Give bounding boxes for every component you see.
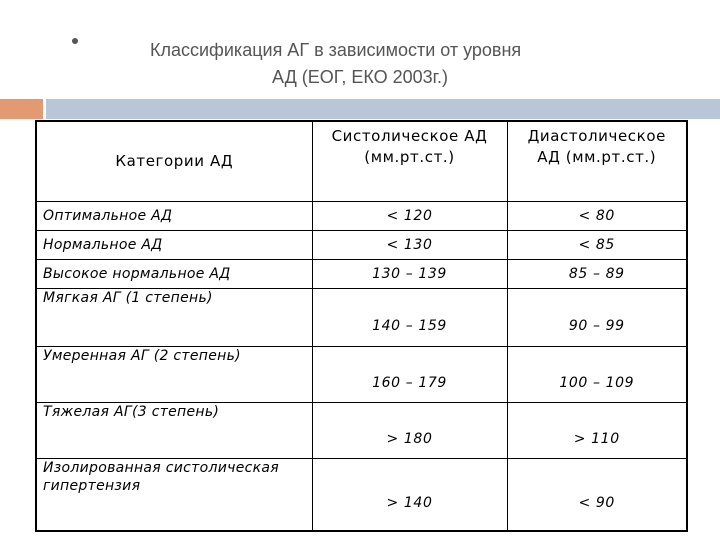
bullet-icon [72, 38, 78, 44]
row-diastolic: > 110 [507, 402, 687, 458]
header-systolic: Систолическое АД (мм.рт.ст.) [312, 121, 507, 201]
row-category: Изолированная систолическая гипертензия [36, 458, 312, 531]
slide-title-line-2: АД (ЕОГ, ЕКО 2003г.) [271, 67, 449, 87]
row-category: Тяжелая АГ(3 степень) [36, 402, 312, 458]
header-category: Категории АД [36, 121, 312, 201]
row-diastolic: 85 – 89 [507, 259, 687, 288]
row-diastolic: < 85 [507, 230, 687, 259]
row-category: Оптимальное АД [36, 201, 312, 230]
row-systolic: > 140 [312, 458, 507, 531]
row-category: Умеренная АГ (2 степень) [36, 346, 312, 402]
bp-classification-table [35, 120, 688, 532]
row-diastolic: 90 – 99 [507, 288, 687, 346]
table-row [36, 458, 687, 531]
table-row [36, 346, 687, 402]
row-category: Мягкая АГ (1 степень) [36, 288, 312, 346]
row-diastolic: < 80 [507, 201, 687, 230]
slide-title-line-1: Классификация АГ в зависимости от уровня [150, 40, 522, 60]
row-systolic: 130 – 139 [312, 259, 507, 288]
row-systolic: < 130 [312, 230, 507, 259]
row-diastolic: < 90 [507, 458, 687, 531]
row-category: Высокое нормальное АД [36, 259, 312, 288]
table-row [36, 259, 687, 288]
row-systolic: > 180 [312, 402, 507, 458]
header-diastolic: Диастолическое АД (мм.рт.ст.) [507, 121, 687, 201]
table-row [36, 230, 687, 259]
row-systolic: 160 – 179 [312, 346, 507, 402]
table-row [36, 288, 687, 346]
table-row [36, 402, 687, 458]
row-systolic: 140 – 159 [312, 288, 507, 346]
row-diastolic: 100 – 109 [507, 346, 687, 402]
table-header-row [36, 121, 687, 201]
row-systolic: < 120 [312, 201, 507, 230]
row-category: Нормальное АД [36, 230, 312, 259]
accent-bar-orange [0, 99, 43, 119]
table-row [36, 201, 687, 230]
accent-bar-blue [46, 99, 720, 119]
slide-title-area [0, 0, 720, 100]
